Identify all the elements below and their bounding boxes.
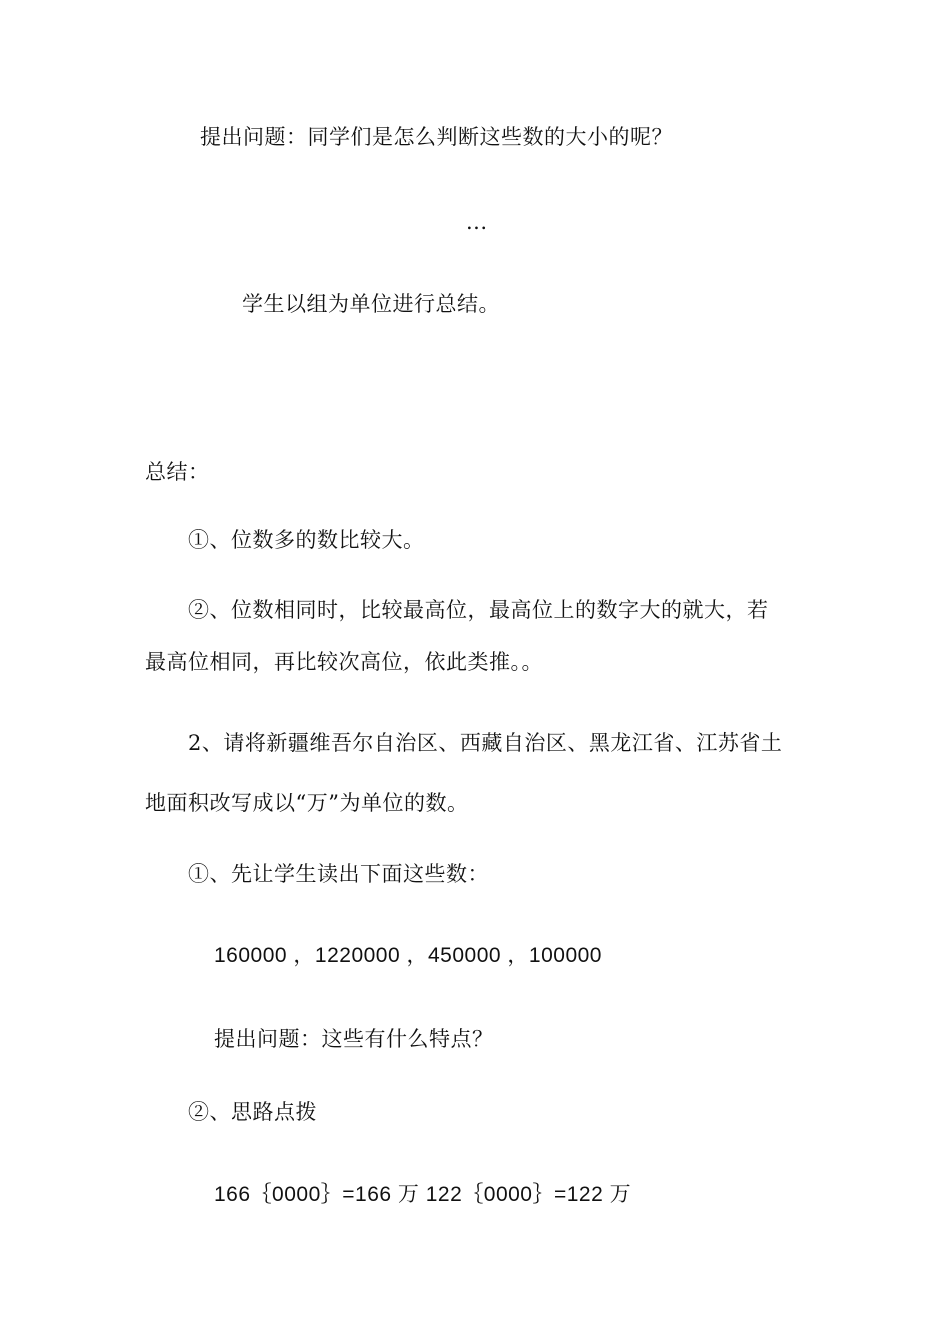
summary-heading: 总结： <box>145 460 210 484</box>
task-2-line-1: 2、请将新疆维吾尔自治区、西藏自治区、黑龙江省、江苏省土 <box>188 731 783 755</box>
question-line-2: 提出问题：这些有什么特点？ <box>214 1027 494 1051</box>
formula-line: 166｛0000｝=166 万 122｛0000｝=122 万 <box>214 1183 632 1206</box>
rule-2-line-2: 最高位相同，再比较次高位，依此类推。。 <box>145 650 543 674</box>
rule-2-line-1: ②、位数相同时，比较最高位，最高位上的数字大的就大，若 <box>188 598 769 622</box>
ellipsis: ... <box>466 210 488 234</box>
numbers-line: 160000 ，1220000 ，450000 ，100000 <box>214 944 602 967</box>
rule-1: ①、位数多的数比较大。 <box>188 528 425 552</box>
step-2: ②、思路点拨 <box>188 1100 317 1124</box>
student-summary-line: 学生以组为单位进行总结。 <box>242 292 500 316</box>
task-2-line-2: 地面积改写成以“万”为单位的数。 <box>145 791 469 815</box>
step-1: ①、先让学生读出下面这些数： <box>188 862 489 886</box>
question-line-1: 提出问题：同学们是怎么判断这些数的大小的呢？ <box>200 125 673 149</box>
